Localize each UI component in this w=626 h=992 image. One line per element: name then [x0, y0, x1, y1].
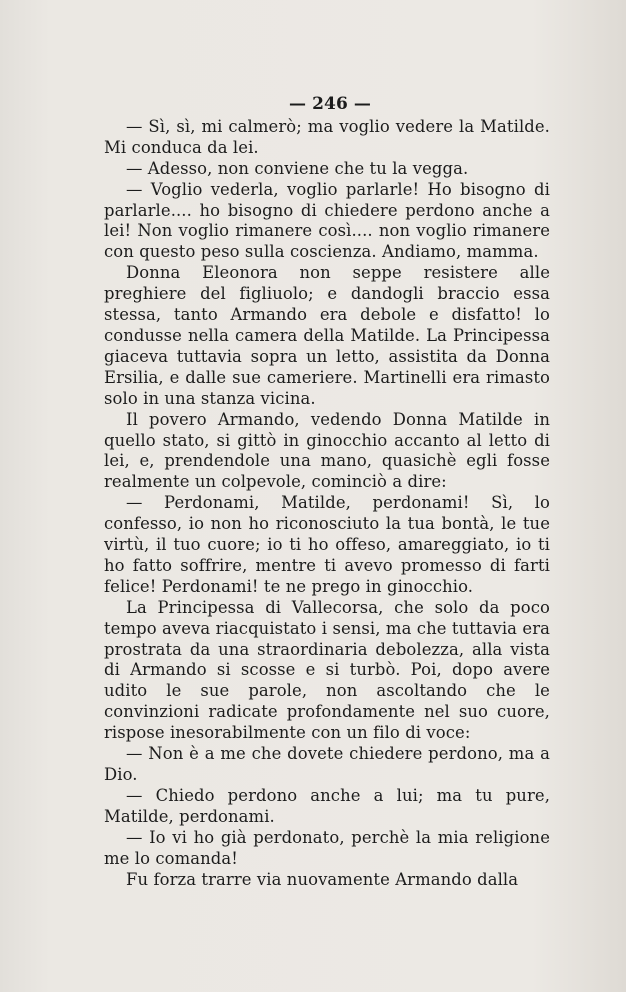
- paragraph: — Non è a me che dovete chiedere perdono, ma a Dio.: [104, 744, 550, 784]
- paragraph: — Sì, sì, mi calmerò; ma voglio vedere la Matilde. Mi conduca da lei.: [104, 116, 550, 157]
- page-number: — 246 —: [288, 94, 372, 114]
- paragraph: — Perdonami, Matilde, perdonami! Sì, lo confesso, io non ho riconosciuto la tua bontà, le tue virtù, il tuo cuore; io ti ho offeso, amareggiato, io ti ho fatto soffrire, mentre ti avevo promesso di farti felice! Perdonami! te ne prego in ginocchio.: [104, 493, 550, 596]
- paragraph: Fu forza trarre via nuovamente Armando dalla: [126, 869, 519, 889]
- paragraph: — Adesso, non conviene che tu la vegga.: [126, 158, 469, 178]
- paragraph: — Voglio vederla, voglio parlarle! Ho bisogno di parlarle.... ho bisogno di chiedere perdono anche a lei! Non voglio rimanere così.... non voglio rimanere con questo peso sulla coscienza. Andiamo, mamma.: [104, 179, 550, 262]
- paragraph: Il povero Armando, vedendo Donna Matilde in quello stato, si gittò in ginocchio accanto al letto di lei, e, prendendole una mano, quasichè egli fosse realmente un colpevole, cominciò a dire:: [104, 409, 550, 492]
- paragraph: — Io vi ho già perdonato, perchè la mia religione me lo comanda!: [104, 827, 550, 868]
- paragraph: Donna Eleonora non seppe resistere alle preghiere del figliuolo; e dandogli braccio essa stessa, tanto Armando era debole e disfatto! lo condusse nella camera della Matilde. La Principessa giaceva tuttavia sopra un letto, assistita da Donna Ersilia, e dalle sue cameriere. Martinelli era rimasto solo in una stanza vicina.: [104, 263, 550, 408]
- paragraph: — Chiedo perdono anche a lui; ma tu pure, Matilde, perdonami.: [104, 785, 550, 826]
- page-text: [104, 94, 550, 890]
- paragraph: La Principessa di Vallecorsa, che solo da poco tempo aveva riacquistato i sensi, ma che tuttavia era prostrata da una straordinaria debolezza, alla vista di Armando si scosse e si turbò. Poi, dopo avere udito le sue parole, non ascoltando che le convinzioni radicate profondamente nel suo cuore, rispose inesorabilmente con un filo di voce:: [104, 597, 550, 743]
